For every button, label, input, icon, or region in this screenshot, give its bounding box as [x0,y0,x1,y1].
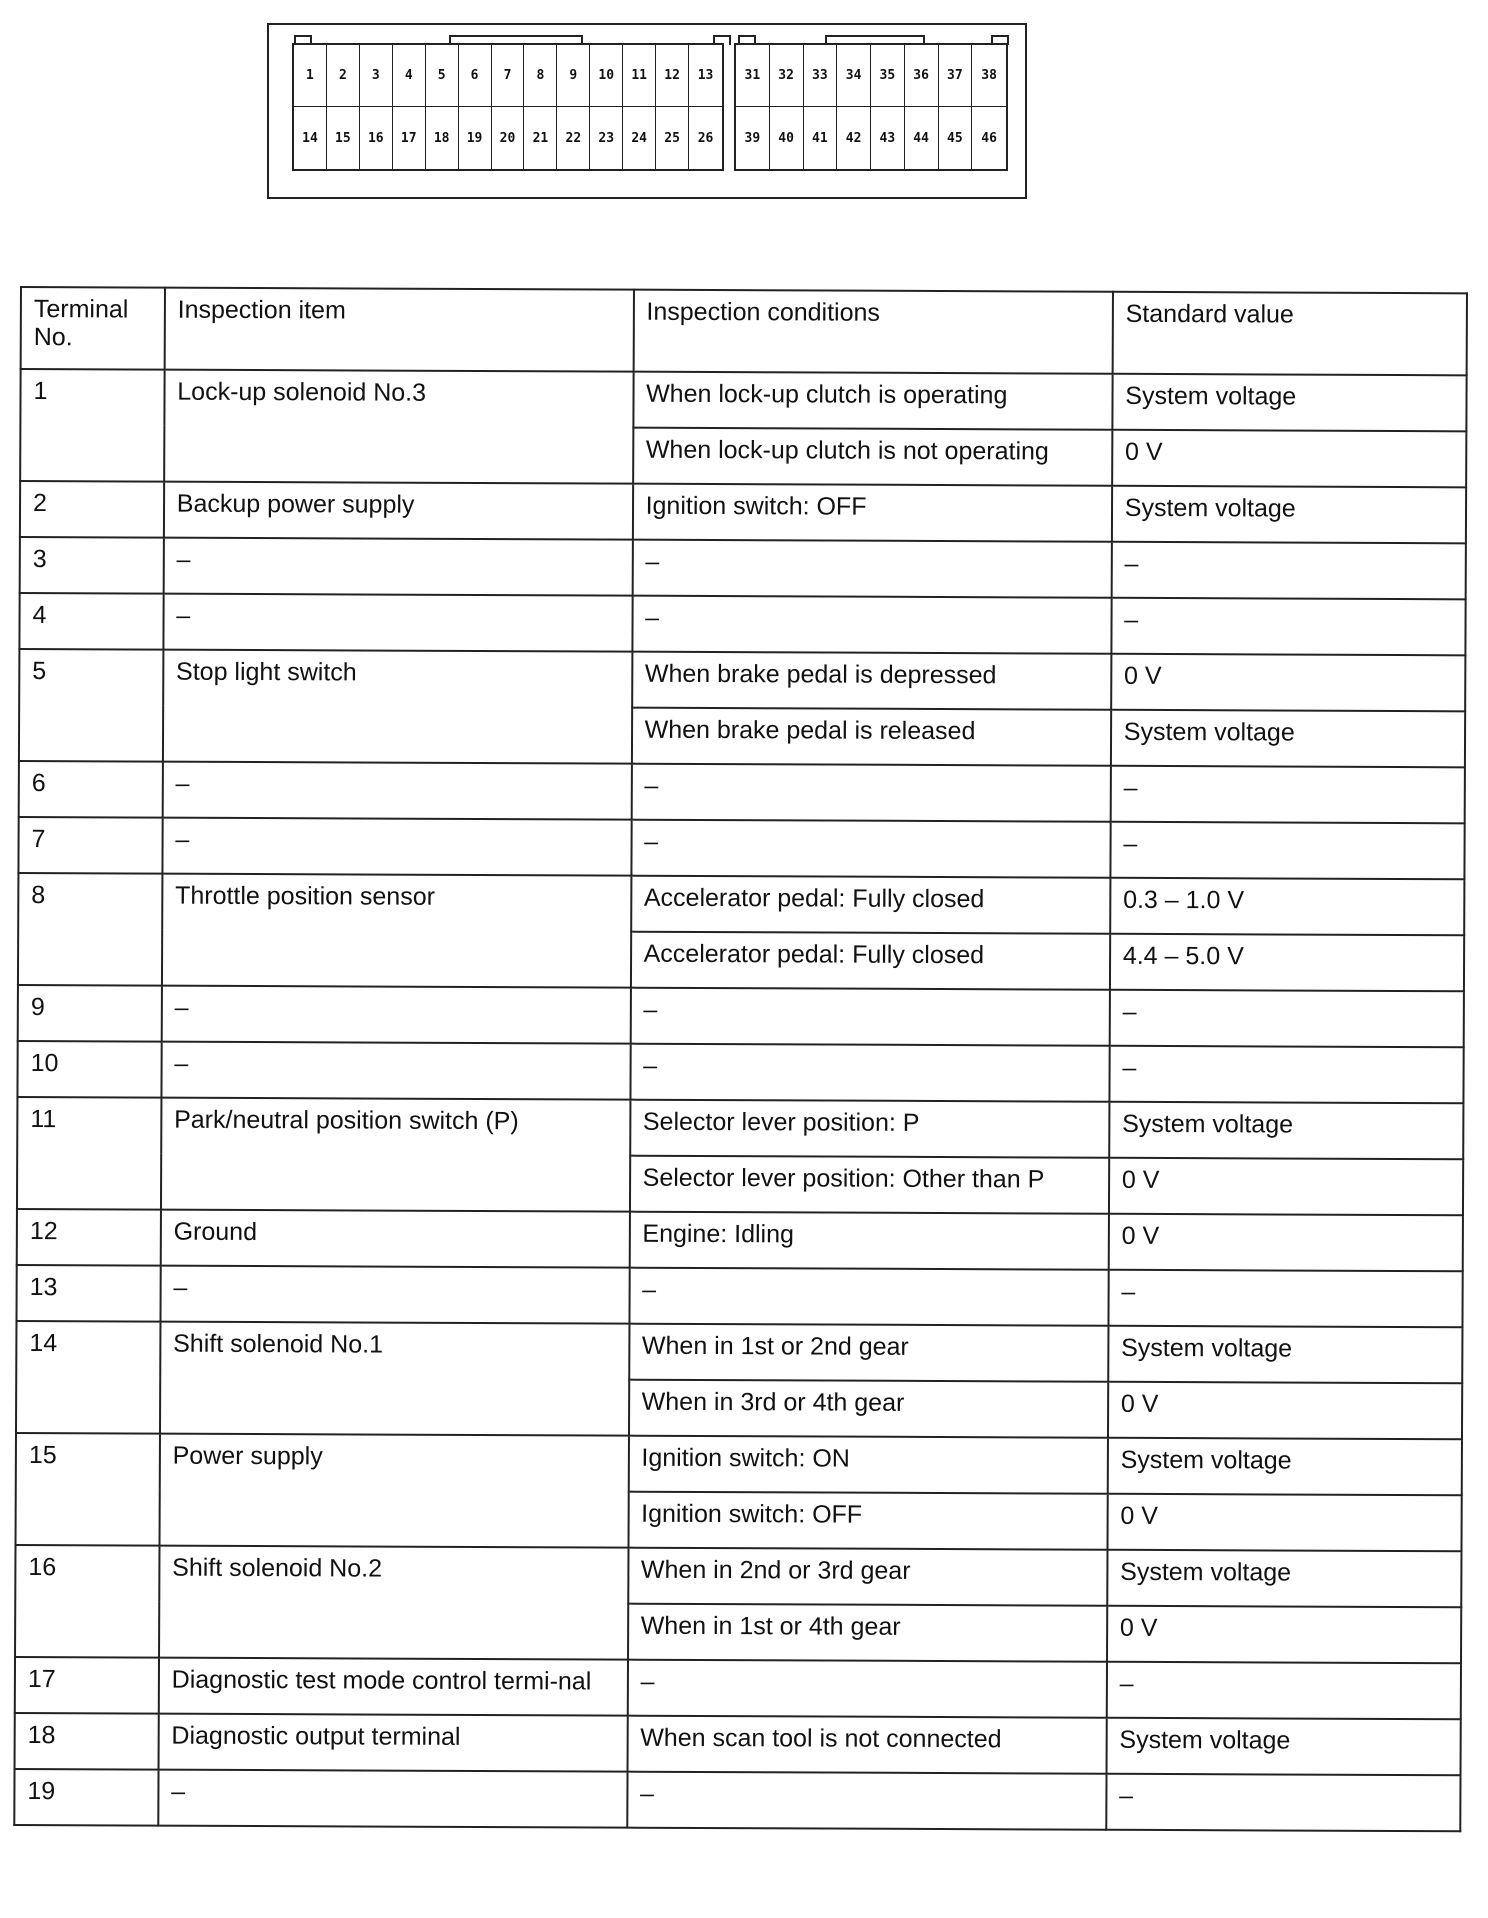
inspection-condition-cell: Ignition switch: OFF [632,484,1111,542]
terminal-no-cell: 1 [20,369,164,482]
connector-pin: 45 [939,107,973,169]
inspection-condition-cell: – [630,1044,1109,1102]
header-inspection-conditions: Inspection conditions [633,290,1113,374]
inspection-condition-cell: – [629,1268,1108,1326]
connector-pin: 42 [837,107,871,169]
table-row [19,593,1465,655]
connector-pin: 13 [689,45,722,107]
header-terminal-no: Terminal No. [21,287,165,370]
terminal-no-cell: 14 [16,1321,160,1434]
connector-pin: 38 [972,45,1006,107]
connector-pin: 44 [905,107,939,169]
terminal-no-cell: 4 [19,593,163,650]
inspection-condition-cell: Engine: Idling [629,1212,1108,1270]
table-header-row [21,287,1467,375]
standard-value-cell: – [1108,1270,1462,1328]
connector-pin: 14 [294,107,327,169]
connector-pin: 17 [393,107,426,169]
inspection-condition-cell: When in 1st or 4th gear [628,1604,1107,1662]
standard-value-cell: System voltage [1108,1326,1462,1384]
table-row [19,649,1465,711]
standard-value-cell: 0 V [1107,1494,1461,1552]
connector-pin: 34 [837,45,871,107]
inspection-condition-cell: – [631,820,1110,878]
terminal-no-cell: 18 [15,1713,159,1770]
connector-pin: 22 [557,107,590,169]
connector-pin: 18 [426,107,459,169]
connector-pin: 8 [524,45,557,107]
connector-pin: 33 [804,45,838,107]
connector-block-right [734,43,1008,171]
terminal-inspection-table [13,286,1468,1832]
inspection-condition-cell: When in 1st or 2nd gear [629,1324,1108,1382]
connector-pin: 21 [524,107,557,169]
connector-pin: 37 [939,45,973,107]
table-row [16,1265,1462,1327]
connector-pin: 46 [981,130,997,146]
table-row [15,1657,1461,1719]
terminal-no-cell: 13 [16,1265,160,1322]
connector-pin: 41 [804,107,838,169]
terminal-no-cell: 12 [17,1209,161,1266]
connector-pin: 1 [294,45,327,107]
connector-pin: 24 [623,107,656,169]
table-row [20,369,1466,431]
inspection-item-cell: Shift solenoid No.2 [159,1546,628,1660]
connector-pin: 25 [656,107,689,169]
table-row [17,1097,1463,1159]
standard-value-cell: – [1109,1046,1463,1104]
connector-pin: 12 [656,45,689,107]
standard-value-cell: – [1107,1662,1461,1720]
standard-value-cell: 4.4 – 5.0 V [1110,934,1464,992]
inspection-condition-cell: When brake pedal is released [631,708,1110,766]
inspection-item-cell: – [163,538,632,596]
standard-value-cell: System voltage [1107,1550,1461,1608]
standard-value-cell: 0 V [1109,1158,1463,1216]
table-row [17,1041,1463,1103]
table-row [18,817,1464,879]
inspection-condition-cell: – [632,596,1111,654]
inspection-item-cell: Power supply [159,1434,628,1548]
standard-value-cell: – [1106,1774,1460,1832]
standard-value-cell: – [1110,822,1464,880]
header-inspection-item: Inspection item [164,288,633,372]
terminal-no-cell: 15 [16,1433,160,1546]
connector-pin: 19 [459,107,492,169]
terminal-no-cell: 2 [20,481,164,538]
connector-pin: 16 [360,107,393,169]
standard-value-cell: System voltage [1106,1718,1460,1776]
terminal-no-cell: 7 [18,817,162,874]
connector-pin: 26 [697,130,714,146]
terminal-no-cell: 5 [19,649,163,762]
connector-pin: 20 [492,107,525,169]
inspection-condition-cell: – [631,764,1110,822]
inspection-item-cell: – [161,986,630,1044]
terminal-no-cell: 9 [18,985,162,1042]
inspection-condition-cell: Ignition switch: OFF [628,1492,1107,1550]
connector-pin: 4 [393,45,426,107]
connector-pin: 23 [590,107,623,169]
inspection-condition-cell: When scan tool is not connected [627,1716,1106,1774]
inspection-condition-cell: Accelerator pedal: Fully closed [631,932,1110,990]
inspection-item-cell: Backup power supply [164,482,633,540]
standard-value-cell: System voltage [1108,1438,1462,1496]
connector-pin: 10 [590,45,623,107]
table-row [16,1433,1462,1495]
standard-value-cell: 0 V [1108,1214,1462,1272]
connector-pin: 9 [557,45,590,107]
inspection-condition-cell: When brake pedal is depressed [632,652,1111,710]
table-row [15,1713,1461,1775]
inspection-item-cell: Shift solenoid No.1 [160,1322,629,1436]
standard-value-cell: – [1110,766,1464,824]
standard-value-cell: – [1111,598,1465,656]
standard-value-cell: System voltage [1112,374,1466,432]
table-row [18,985,1464,1047]
inspection-condition-cell: – [627,1660,1106,1718]
connector-block-left [292,43,724,171]
connector-pin: 39 [736,107,770,169]
connector-pin: 3 [360,45,393,107]
connector-pin: 35 [871,45,905,107]
header-standard-value: Standard value [1112,292,1467,376]
connector-pin: 36 [905,45,939,107]
standard-value-cell: System voltage [1109,1102,1463,1160]
inspection-condition-cell: Selector lever position: Other than P [630,1156,1109,1214]
inspection-condition-cell: When lock-up clutch is operating [633,372,1112,430]
standard-value-cell: System voltage [1112,486,1466,544]
terminal-no-cell: 11 [17,1097,161,1210]
connector-pin: 7 [492,45,525,107]
standard-value-cell: 0 V [1107,1606,1461,1664]
terminal-no-cell: 16 [15,1545,159,1658]
inspection-condition-cell: When lock-up clutch is not operating [633,428,1112,486]
terminal-no-cell: 10 [17,1041,161,1098]
inspection-condition-cell: When in 2nd or 3rd gear [628,1548,1107,1606]
table-row [17,1209,1463,1271]
inspection-item-cell: – [162,762,631,820]
standard-value-cell: – [1109,990,1463,1048]
connector-pin: 31 [736,45,770,107]
table-row [20,481,1466,543]
inspection-item-cell: Park/neutral position switch (P) [161,1098,630,1212]
connector-pin: 40 [770,107,804,169]
standard-value-cell: 0 V [1112,430,1466,488]
inspection-item-cell: – [160,1266,629,1324]
terminal-no-cell: 8 [18,873,162,986]
inspection-item-cell: Lock-up solenoid No.3 [164,370,633,484]
inspection-item-cell: – [162,818,631,876]
table-row [16,1321,1462,1383]
connector-pin: 2 [327,45,360,107]
inspection-item-cell: Ground [160,1210,629,1268]
inspection-item-cell: – [161,1042,630,1100]
connector-pin: 32 [770,45,804,107]
inspection-item-cell: Throttle position sensor [162,874,631,988]
standard-value-cell: System voltage [1111,710,1465,768]
standard-value-cell: 0 V [1111,654,1465,712]
inspection-condition-cell: When in 3rd or 4th gear [629,1380,1108,1438]
table-row [19,761,1465,823]
inspection-condition-cell: – [630,988,1109,1046]
inspection-condition-cell: Selector lever position: P [630,1100,1109,1158]
standard-value-cell: 0 V [1108,1382,1462,1440]
connector-pin: 43 [871,107,905,169]
inspection-condition-cell: – [632,540,1111,598]
inspection-condition-cell: – [627,1772,1106,1830]
terminal-no-cell: 17 [15,1657,159,1714]
terminal-no-cell: 6 [19,761,163,818]
connector-pin: 11 [623,45,656,107]
table-row [20,537,1466,599]
inspection-item-cell: Diagnostic test mode control termi-nal [159,1658,628,1716]
inspection-item-cell: Stop light switch [163,650,632,764]
table-row [18,873,1464,935]
standard-value-cell: – [1111,542,1465,600]
inspection-condition-cell: Ignition switch: ON [628,1436,1107,1494]
inspection-item-cell: Diagnostic output terminal [158,1714,627,1772]
connector-diagram [267,23,1027,199]
inspection-condition-cell: Accelerator pedal: Fully closed [631,876,1110,934]
table-row [14,1769,1460,1831]
connector-pin: 5 [426,45,459,107]
inspection-item-cell: – [163,594,632,652]
connector-pin: 6 [459,45,492,107]
terminal-no-cell: 19 [14,1769,158,1826]
inspection-item-cell: – [158,1770,627,1828]
table-row [15,1545,1461,1607]
terminal-no-cell: 3 [20,537,164,594]
standard-value-cell: 0.3 – 1.0 V [1110,878,1464,936]
connector-pin: 15 [327,107,360,169]
